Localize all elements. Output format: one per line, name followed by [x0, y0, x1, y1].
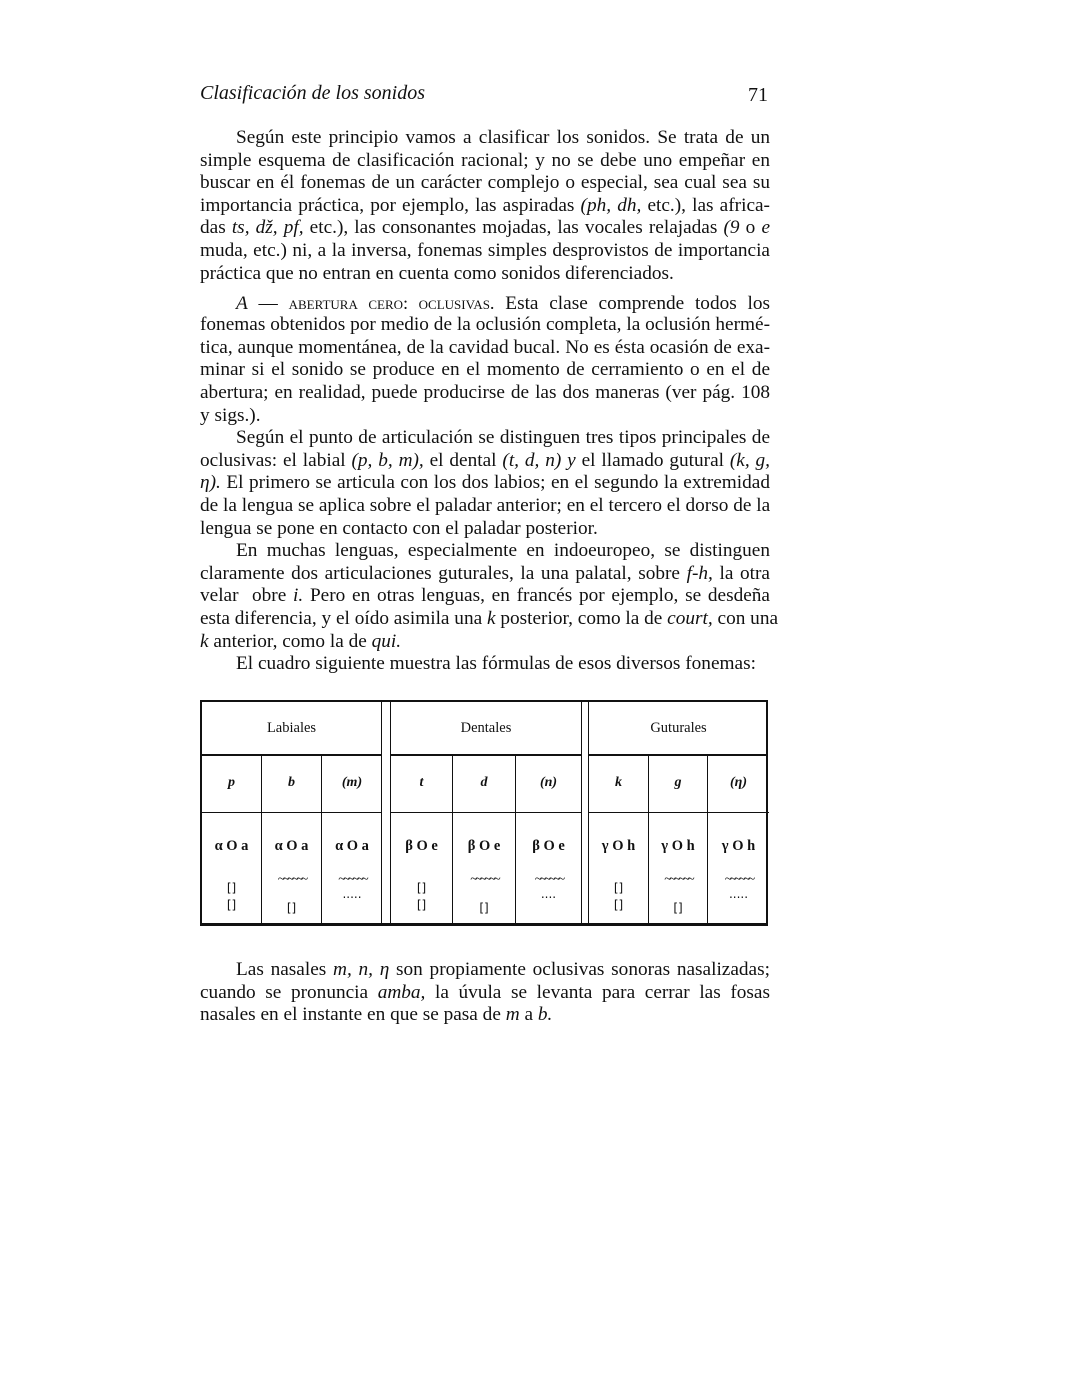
text-segment: minar si el sonido se produce en el momento de cerramiento o en el de [200, 359, 770, 381]
closure-marks [589, 880, 648, 914]
phoneme-formula: γ O h [661, 838, 695, 854]
phoneme-letter: k [589, 754, 648, 813]
text-line [200, 563, 770, 586]
text-segment: son propiamente oclusivas sonoras nasalizadas; [389, 959, 770, 980]
text-line [200, 1004, 770, 1027]
text-segment: etc.), las consonantes mojadas, las vocales relajadas [303, 217, 724, 239]
text-segment: de la lengua se aplica sobre el paladar anterior; en el tercero el dorso de la [200, 495, 771, 516]
text-segment: court, [667, 607, 713, 629]
phoneme-letter: b [262, 754, 321, 813]
body-text-before-table [200, 127, 779, 676]
text-segment: k [486, 607, 496, 629]
table-column [649, 754, 708, 923]
text-segment: b. [537, 1004, 553, 1026]
text-line [200, 263, 770, 286]
text-line [200, 292, 770, 315]
text-line [200, 518, 770, 541]
nasal-wave-mark: ~~~~~~ [338, 872, 366, 887]
text-segment: o [739, 217, 762, 239]
text-segment: m, n, η [333, 959, 390, 980]
closure-mark: [] [286, 901, 297, 915]
text-segment: muda, etc.) ni, a la inversa, fonemas simples desprovistos de importancia [200, 239, 770, 261]
text-segment: velar obre [200, 585, 294, 607]
text-line [200, 314, 770, 337]
text-segment: (p, b, m), [351, 449, 424, 471]
text-line [200, 217, 770, 240]
closure-mark: ..... [728, 887, 749, 901]
text-segment: (t, d, n) y [502, 449, 576, 471]
text-segment: esta diferencia, y el oído asimila una [200, 607, 487, 629]
text-line [200, 585, 770, 608]
paragraph [200, 127, 770, 285]
text-segment: el llamado gutural [575, 449, 730, 471]
text-line [200, 631, 770, 654]
text-segment: ts, dž, pf, [231, 217, 304, 239]
table-column [589, 754, 649, 923]
phoneme-letter: t [391, 754, 452, 813]
closure-mark: [] [673, 901, 683, 915]
text-line [200, 450, 770, 473]
table-group-labiales [202, 702, 382, 923]
text-line [200, 240, 770, 263]
text-segment: (ph, dh, [580, 194, 642, 216]
text-segment: Esta clase comprende todos los [494, 292, 770, 314]
text-segment: abertura; en realidad, puede producirse de las dos maneras (ver pág. 108 [200, 382, 770, 404]
phoneme-letter: d [453, 754, 515, 813]
text-segment: cuando se pronuncia [200, 981, 378, 1003]
closure-mark: [] [226, 881, 237, 895]
table-column [391, 754, 453, 923]
text-segment: (k, g, [729, 449, 770, 471]
table-column [708, 754, 769, 923]
text-segment: abertura cero: oclusivas. [288, 292, 495, 313]
text-segment: Según este principio vamos a clasificar los sonidos. Se trata de un [236, 127, 770, 148]
closure-marks [516, 886, 581, 903]
phoneme-formula: α O a [214, 838, 249, 854]
table-column [322, 754, 382, 923]
text-segment: la otra [712, 562, 770, 584]
closure-mark: [] [416, 881, 427, 895]
text-segment: el dental [423, 449, 503, 471]
group-header: Dentales [391, 702, 581, 756]
paragraph [200, 540, 779, 653]
closure-mark: [] [613, 898, 624, 912]
text-segment: qui. [371, 630, 402, 652]
body-text-after-table [200, 959, 770, 1027]
phoneme-letter: (n) [516, 754, 581, 813]
text-segment: claramente dos articulaciones guturales, la una palatal, sobre [200, 562, 687, 584]
text-segment: k [200, 630, 209, 652]
phoneme-formula: γ O h [601, 838, 636, 854]
phoneme-formula: α O a [335, 838, 369, 854]
nasal-wave-mark: ~~~~~~ [277, 872, 306, 887]
text-segment: (9 [723, 217, 740, 239]
phoneme-letter: p [202, 754, 261, 813]
closure-mark: ..... [342, 887, 362, 901]
text-segment: f-h, [686, 562, 713, 584]
text-segment: y sigs.). [200, 404, 261, 426]
phoneme-formula: α O a [274, 838, 309, 854]
table-column [262, 754, 322, 923]
paragraph [200, 292, 770, 428]
phoneme-formula: β O e [532, 838, 565, 854]
text-segment: importancia práctica, por ejemplo, las aspiradas [200, 194, 581, 216]
closure-marks [322, 886, 382, 903]
nasal-wave-mark: ~~~~~~ [534, 872, 563, 887]
text-segment: etc.), las africa- [641, 194, 770, 216]
closure-marks [708, 886, 769, 903]
table-column [453, 754, 516, 923]
closure-marks [453, 900, 515, 917]
text-segment: buscar en él fonemas de un carácter complejo o especial, sea cual sea su [200, 172, 770, 194]
table-group-guturales [588, 702, 768, 923]
text-segment: El primero se articula con los dos labios; en el segundo la extremidad [220, 472, 770, 494]
text-line [200, 427, 770, 450]
closure-mark: [] [613, 881, 624, 895]
text-line [200, 495, 770, 518]
paragraph [200, 427, 770, 540]
text-segment: i. [293, 585, 304, 607]
text-segment: e [761, 217, 771, 239]
text-segment: a [519, 1004, 538, 1026]
text-line [200, 653, 770, 676]
text-segment: fonemas obtenidos por medio de la oclusión completa, la oclusión hermé- [200, 314, 770, 336]
text-segment: m [505, 1004, 520, 1026]
text-line [200, 195, 770, 218]
closure-mark: [] [226, 898, 237, 912]
phoneme-letter: g [649, 754, 707, 813]
nasal-wave-mark: ~~~~~~ [470, 872, 498, 887]
closure-marks [649, 900, 707, 917]
group-header: Guturales [589, 702, 768, 756]
page-number: 71 [748, 84, 768, 106]
text-line [200, 150, 770, 173]
text-segment: Las nasales [236, 959, 334, 980]
text-line [200, 540, 770, 563]
text-segment: amba, [377, 981, 426, 1003]
text-segment: das [200, 217, 232, 239]
table-group-dentales [390, 702, 582, 923]
text-segment: posterior, como la de [495, 607, 668, 629]
text-segment: — [247, 292, 289, 314]
text-line [200, 607, 779, 631]
text-segment: práctica que no entran en cuenta como sonidos diferenciados. [200, 262, 674, 284]
nasal-wave-mark: ~~~~~~ [664, 872, 692, 887]
text-segment: tica, aunque momentánea, de la cavidad bucal. No es ésta ocasión de exa- [200, 336, 770, 358]
closure-mark: [] [416, 898, 427, 912]
text-line [200, 337, 770, 360]
phoneme-formula: β O e [405, 838, 438, 854]
paragraph [200, 959, 770, 1027]
closure-marks [202, 880, 261, 914]
text-line [200, 405, 770, 428]
text-segment: El cuadro siguiente muestra las fórmulas de esos diversos fonemas: [236, 653, 756, 675]
table-column [202, 754, 262, 923]
text-segment: nasales en el instante en que se pasa de [200, 1004, 506, 1026]
text-segment: Pero en otras lenguas, en francés por ejemplo, se desdeña [303, 585, 770, 607]
text-segment: con una [712, 607, 779, 629]
closure-mark: .... [540, 887, 557, 901]
text-segment: η). [200, 472, 221, 494]
phoneme-formula-table [200, 700, 768, 926]
text-segment: simple esquema de clasificación racional; y no se debe uno empeñar en [200, 149, 770, 171]
closure-marks [262, 900, 321, 917]
text-segment: la úvula se levanta para cerrar las fosas [425, 981, 770, 1003]
text-segment: lengua se pone en contacto con el paladar posterior. [200, 517, 598, 539]
text-line [200, 982, 770, 1005]
table-column [516, 754, 581, 923]
text-line [200, 382, 770, 405]
running-header-title: Clasificación de los sonidos [200, 82, 425, 104]
group-header: Labiales [202, 702, 381, 756]
text-segment: Según el punto de articulación se distinguen tres tipos principales de [236, 427, 770, 449]
text-line [200, 359, 770, 382]
text-line [200, 127, 770, 150]
text-segment: oclusivas: el labial [200, 449, 352, 471]
phoneme-letter: (m) [322, 754, 382, 813]
text-line [200, 959, 770, 982]
text-segment: En muchas lenguas, especialmente en indoeuropeo, se distinguen [236, 540, 770, 562]
closure-marks [391, 880, 452, 914]
paragraph [200, 653, 770, 676]
phoneme-letter: (η) [708, 754, 769, 813]
text-segment: anterior, como la de [208, 630, 372, 652]
text-line [200, 172, 770, 195]
nasal-wave-mark: ~~~~~~ [724, 872, 753, 887]
phoneme-formula: γ O h [721, 838, 756, 854]
text-line [200, 472, 770, 495]
phoneme-formula: β O e [467, 838, 501, 854]
closure-mark: [] [479, 901, 489, 915]
text-segment: A [236, 292, 248, 314]
